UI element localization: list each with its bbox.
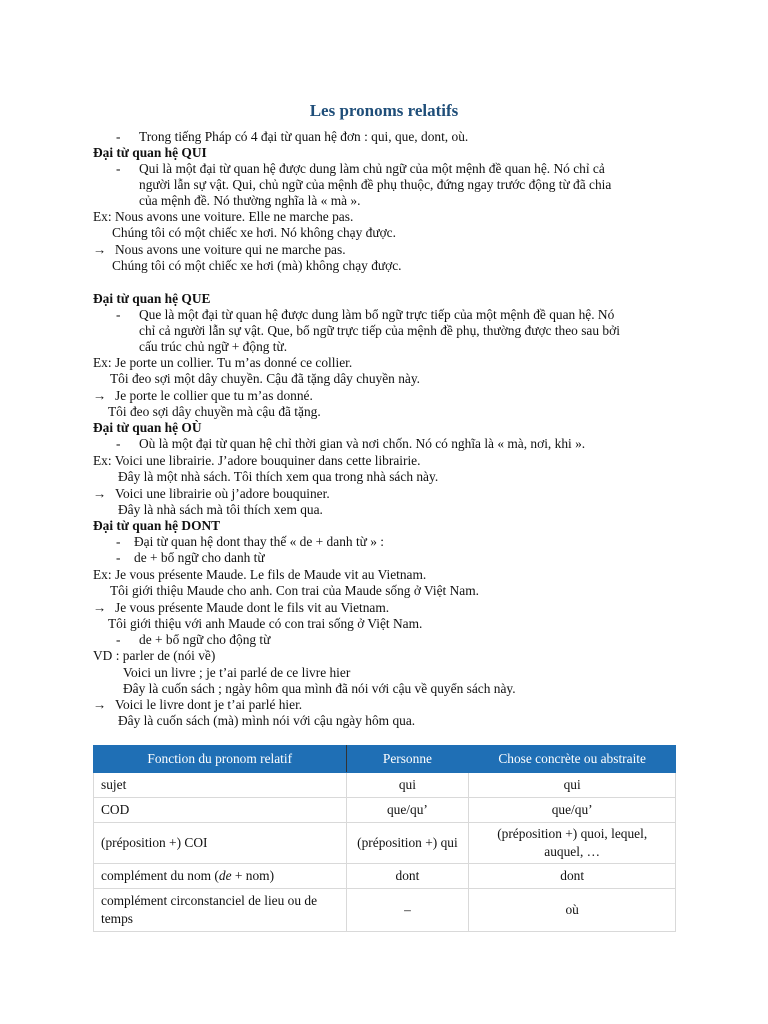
que-definition-line: cấu trúc chủ ngữ + động từ. — [139, 339, 288, 354]
qui-example-combined-translation: Chúng tôi có một chiếc xe hơi (mà) không chạy được. — [112, 258, 402, 273]
table-header-cell: Chose concrète ou abstraite — [469, 746, 676, 773]
page-title: Les pronoms relatifs — [309, 101, 459, 120]
bullet-dash: - — [116, 161, 121, 176]
table-header-row — [94, 746, 676, 773]
arrow-icon: → — [93, 388, 107, 403]
que-example-combined: → Je porte le collier que tu m’as donné. — [93, 388, 313, 403]
table-cell-personne: qui — [346, 773, 469, 798]
ou-example-translation: Đây là một nhà sách. Tôi thích xem qua trong nhà sách này. — [118, 469, 439, 484]
table-header-cell: Fonction du pronom relatif — [94, 746, 347, 773]
dont-example-combined: → Je vous présente Maude dont le fils vit au Vietnam. — [93, 600, 390, 615]
arrow-icon: → — [93, 600, 107, 615]
dont-verb-example: VD : parler de (nói về) — [93, 648, 216, 663]
arrow-icon: → — [93, 697, 107, 712]
table-cell-function: complément du nom (de + nom) — [94, 864, 347, 889]
ou-definition-line: Où là một đại từ quan hệ chỉ thời gian và nơi chốn. Nó có nghĩa là « mà, nơi, khi ». — [139, 436, 586, 451]
intro-line: Trong tiếng Pháp có 4 đại từ quan hệ đơn : qui, que, dont, où. — [139, 129, 469, 144]
table-row — [94, 798, 676, 823]
table-cell-chose: (préposition +) quoi, lequel, auquel, … — [469, 823, 676, 864]
arrow-icon: → — [93, 242, 107, 257]
dont-example: Ex: Je vous présente Maude. Le fils de Maude vit au Vietnam. — [93, 567, 427, 582]
dont-verb-example-combined-translation: Đây là cuốn sách (mà) mình nói với cậu ngày hôm qua. — [118, 713, 416, 728]
ou-example-combined: → Voici une librairie où j’adore bouquiner. — [93, 486, 330, 501]
bullet-dash: - — [116, 129, 121, 144]
dont-example-combined-translation: Tôi giới thiệu với anh Maude có con trai sống ở Việt Nam. — [108, 616, 423, 631]
qui-example: Ex: Nous avons une voiture. Elle ne marche pas. — [93, 209, 354, 224]
que-definition-line: chỉ cả người lẫn sự vật. Que, bổ ngữ trực tiếp của mệnh đề phụ, thường được theo sau bởi — [139, 323, 620, 338]
table-cell-function: sujet — [94, 773, 347, 798]
relative-pronoun-table — [93, 745, 676, 932]
arrow-icon: → — [93, 486, 107, 501]
section-heading-qui: Đại từ quan hệ QUI — [93, 145, 207, 160]
dont-example-translation: Tôi giới thiệu Maude cho anh. Con trai của Maude sống ở Việt Nam. — [110, 583, 480, 598]
que-example-translation: Tôi đeo sợi một dây chuyền. Cậu đã tặng dây chuyền này. — [110, 371, 421, 386]
que-example-combined-translation: Tôi đeo sợi dây chuyền mà cậu đã tặng. — [108, 404, 321, 419]
table-cell-function: (préposition +) COI — [94, 823, 347, 864]
bullet-dash: - — [116, 534, 121, 549]
qui-definition-line: người lẫn sự vật. Qui, chủ ngữ của mệnh đề phụ thuộc, đứng ngay trước động từ đã chia — [139, 177, 612, 192]
section-heading-ou: Đại từ quan hệ OÙ — [93, 420, 202, 435]
table-row — [94, 823, 676, 864]
ou-example-combined-translation: Đây là nhà sách mà tôi thích xem qua. — [118, 502, 323, 517]
table-cell-chose: dont — [469, 864, 676, 889]
dont-subpoint: de + bổ ngữ cho danh từ — [134, 550, 265, 565]
dont-subpoint: de + bổ ngữ cho động từ — [139, 632, 271, 647]
section-heading-dont: Đại từ quan hệ DONT — [93, 518, 221, 533]
qui-definition-line: Qui là một đại từ quan hệ được dung làm chủ ngữ của một mệnh đề quan hệ. Nó chỉ cả — [139, 161, 605, 176]
table-row — [94, 773, 676, 798]
qui-example-combined: → Nous avons une voiture qui ne marche pas. — [93, 242, 346, 257]
table-cell-personne: que/qu’ — [346, 798, 469, 823]
table-cell-chose: que/qu’ — [469, 798, 676, 823]
table-cell-personne: (préposition +) qui — [346, 823, 469, 864]
bullet-dash: - — [116, 307, 121, 322]
table-row — [94, 889, 676, 932]
table-cell-chose: où — [469, 889, 676, 932]
bullet-dash: - — [116, 550, 121, 565]
qui-definition-line: của mệnh đề. Nó thường nghĩa là « mà ». — [139, 193, 361, 208]
table-cell-function: COD — [94, 798, 347, 823]
dont-verb-example-line: Voici un livre ; je t’ai parlé de ce livre hier — [123, 665, 351, 680]
dont-verb-example-translation: Đây là cuốn sách ; ngày hôm qua mình đã nói với cậu về quyển sách này. — [123, 681, 516, 696]
table-cell-personne: – — [346, 889, 469, 932]
dont-verb-example-combined: → Voici le livre dont je t’ai parlé hier. — [93, 697, 303, 712]
que-example: Ex: Je porte un collier. Tu m’as donné ce collier. — [93, 355, 353, 370]
dont-definition-line: Đại từ quan hệ dont thay thế « de + danh từ » : — [134, 534, 385, 549]
bullet-dash: - — [116, 632, 121, 647]
section-heading-que: Đại từ quan hệ QUE — [93, 291, 211, 306]
table-row — [94, 864, 676, 889]
que-definition-line: Que là một đại từ quan hệ được dung làm bổ ngữ trực tiếp của một mệnh đề quan hệ. Nó — [139, 307, 615, 322]
table-cell-function: complément circonstanciel de lieu ou de temps — [94, 889, 347, 932]
table-cell-personne: dont — [346, 864, 469, 889]
bullet-dash: - — [116, 436, 121, 451]
qui-example-translation: Chúng tôi có một chiếc xe hơi. Nó không chạy được. — [112, 225, 396, 240]
table-cell-chose: qui — [469, 773, 676, 798]
ou-example: Ex: Voici une librairie. J’adore bouquiner dans cette librairie. — [93, 453, 421, 468]
table-header-cell: Personne — [346, 746, 469, 773]
